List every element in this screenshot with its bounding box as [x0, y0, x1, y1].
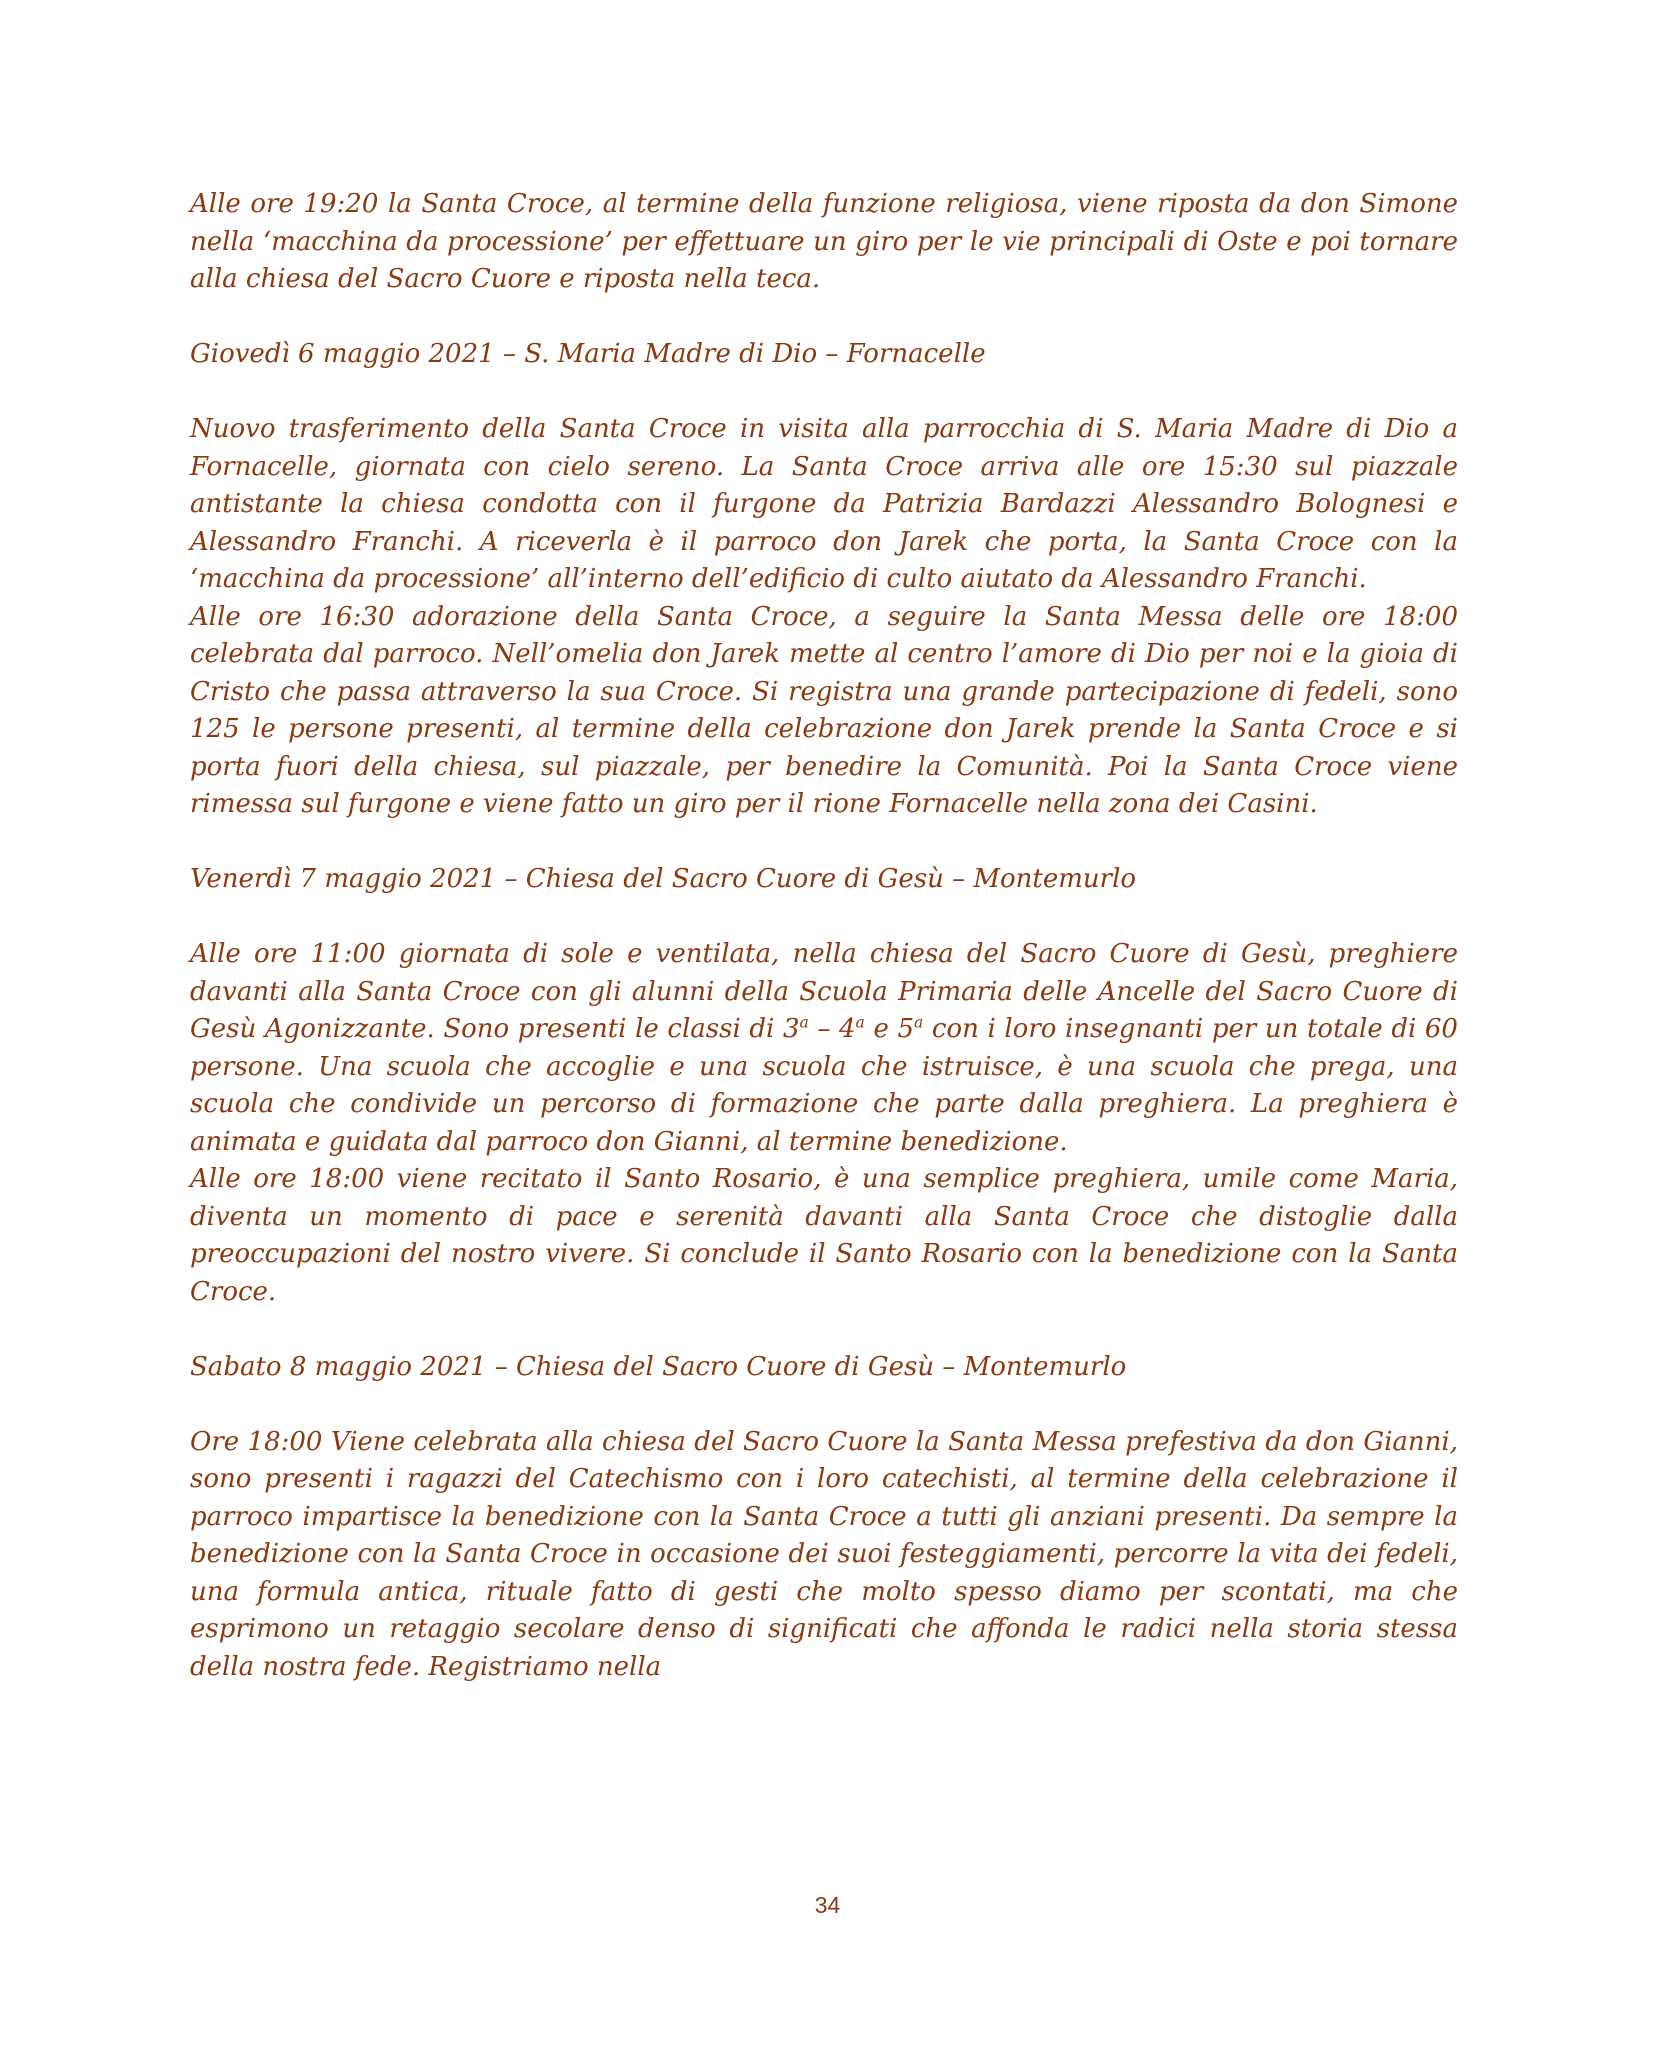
ordinal-superscript: a [799, 1013, 809, 1032]
paragraph-rosary: Alle ore 18:00 viene recitato il Santo Rosario, è una semplice preghiera, umile come Maria, diventa un momento di pace e serenità davanti alla Santa Croce che distoglie dalla preoccupazioni del nostro vivere. Si conclude il Santo Rosario con la benedizione con la Santa Croce. [190, 1164, 1458, 1307]
text-run: e 5 [864, 1014, 914, 1044]
paragraph-spacer [190, 374, 1458, 412]
text-run: Alle ore 11:00 giornata di sole e ventilata, nella chiesa del Sacro Cuore di Gesù, preghiere davanti alla Santa Croce con gli alunni della Scuola Primaria delle Ancelle del Sacro Cuore di Gesù Agonizzante. Sono presenti le classi di 3 [190, 939, 1458, 1044]
text-run: – 4 [808, 1014, 856, 1044]
ordinal-superscript: a [855, 1013, 865, 1032]
heading-thursday-6-may: Giovedì 6 maggio 2021 – S. Maria Madre di Dio – Fornacelle [190, 339, 986, 369]
heading-saturday-8-may: Sabato 8 maggio 2021 – Chiesa del Sacro Cuore di Gesù – Montemurlo [190, 1351, 1127, 1382]
ordinal-superscript: a [913, 1013, 924, 1032]
paragraph-spacer [190, 899, 1458, 937]
paragraph-fornacelle-mass: Alle ore 16:30 adorazione della Santa Croce, a seguire la Santa Messa delle ore 18:00 celebrata dal parroco. Nell’omelia don Jarek mette al centro l’amore di Dio per noi e la gioia di Cristo che passa attraverso la sua Croce. Si registra una grande partecipazione di fedeli, sono 125 le persone presenti, al termine della celebrazione don Jarek prende la Santa Croce e si porta fuori della chiesa, sul piazzale, per benedire la Comunità. Poi la Santa Croce viene rimessa sul furgone e viene fatto un giro per il rione Fornacelle nella zona dei Casini. [190, 601, 1458, 819]
paragraph-spacer [190, 299, 1458, 337]
paragraph-prefestive-mass: Ore 18:00 Viene celebrata alla chiesa del Sacro Cuore la Santa Messa prefestiva da don Gianni, sono presenti i ragazzi del Catechismo con i loro catechisti, al termine della celebrazione il parroco impartisce la benedizione con la Santa Croce a tutti gli anziani presenti. Da sempre la benedizione con la Santa Croce in occasione dei suoi festeggiamenti, percorre la vita dei fedeli, una formula antica, rituale fatto di gesti che molto spesso diamo per scontati, ma che esprimono un retaggio secolare denso di significati che affonda le radici nella storia stessa della nostra fede. Registriamo nella [190, 1426, 1458, 1682]
paragraph-spacer [190, 824, 1458, 862]
paragraph-fornacelle-arrival: Nuovo trasferimento della Santa Croce in visita alla parrocchia di S. Maria Madre di Dio a Fornacelle, giornata con cielo sereno. La Santa Croce arriva alle ore 15:30 sul piazzale antistante la chiesa condotta con il furgone da Patrizia Bardazzi Alessandro Bolognesi e Alessandro Franchi. A riceverla è il parroco don Jarek che porta, la Santa Croce con la ‘macchina da processione’ all’interno dell’edificio di culto aiutato da Alessandro Franchi. [190, 414, 1458, 594]
paragraph-cross-return: Alle ore 19:20 la Santa Croce, al termine della funzione religiosa, viene riposta da don Simone nella ‘macchina da processione’ per effettuare un giro per le vie principali di Oste e poi tornare alla chiesa del Sacro Cuore e riposta nella teca. [190, 189, 1458, 294]
paragraph-school-prayer [190, 936, 1458, 1161]
page-body [190, 186, 1458, 1686]
page-number: 34 [814, 1892, 841, 1918]
paragraph-spacer [190, 1386, 1458, 1424]
text-run: con i loro insegnanti per un totale di 60 persone. Una scuola che accoglie e una scuola che istruisce, è una scuola che prega, una scuola che condivide un percorso di formazione che parte dalla preghiera. La preghiera è animata e guidata dal parroco don Gianni, al termine benedizione. [190, 1014, 1458, 1157]
paragraph-spacer [190, 1311, 1458, 1349]
heading-friday-7-may: Venerdì 7 maggio 2021 – Chiesa del Sacro Cuore di Gesù – Montemurlo [190, 864, 1137, 894]
